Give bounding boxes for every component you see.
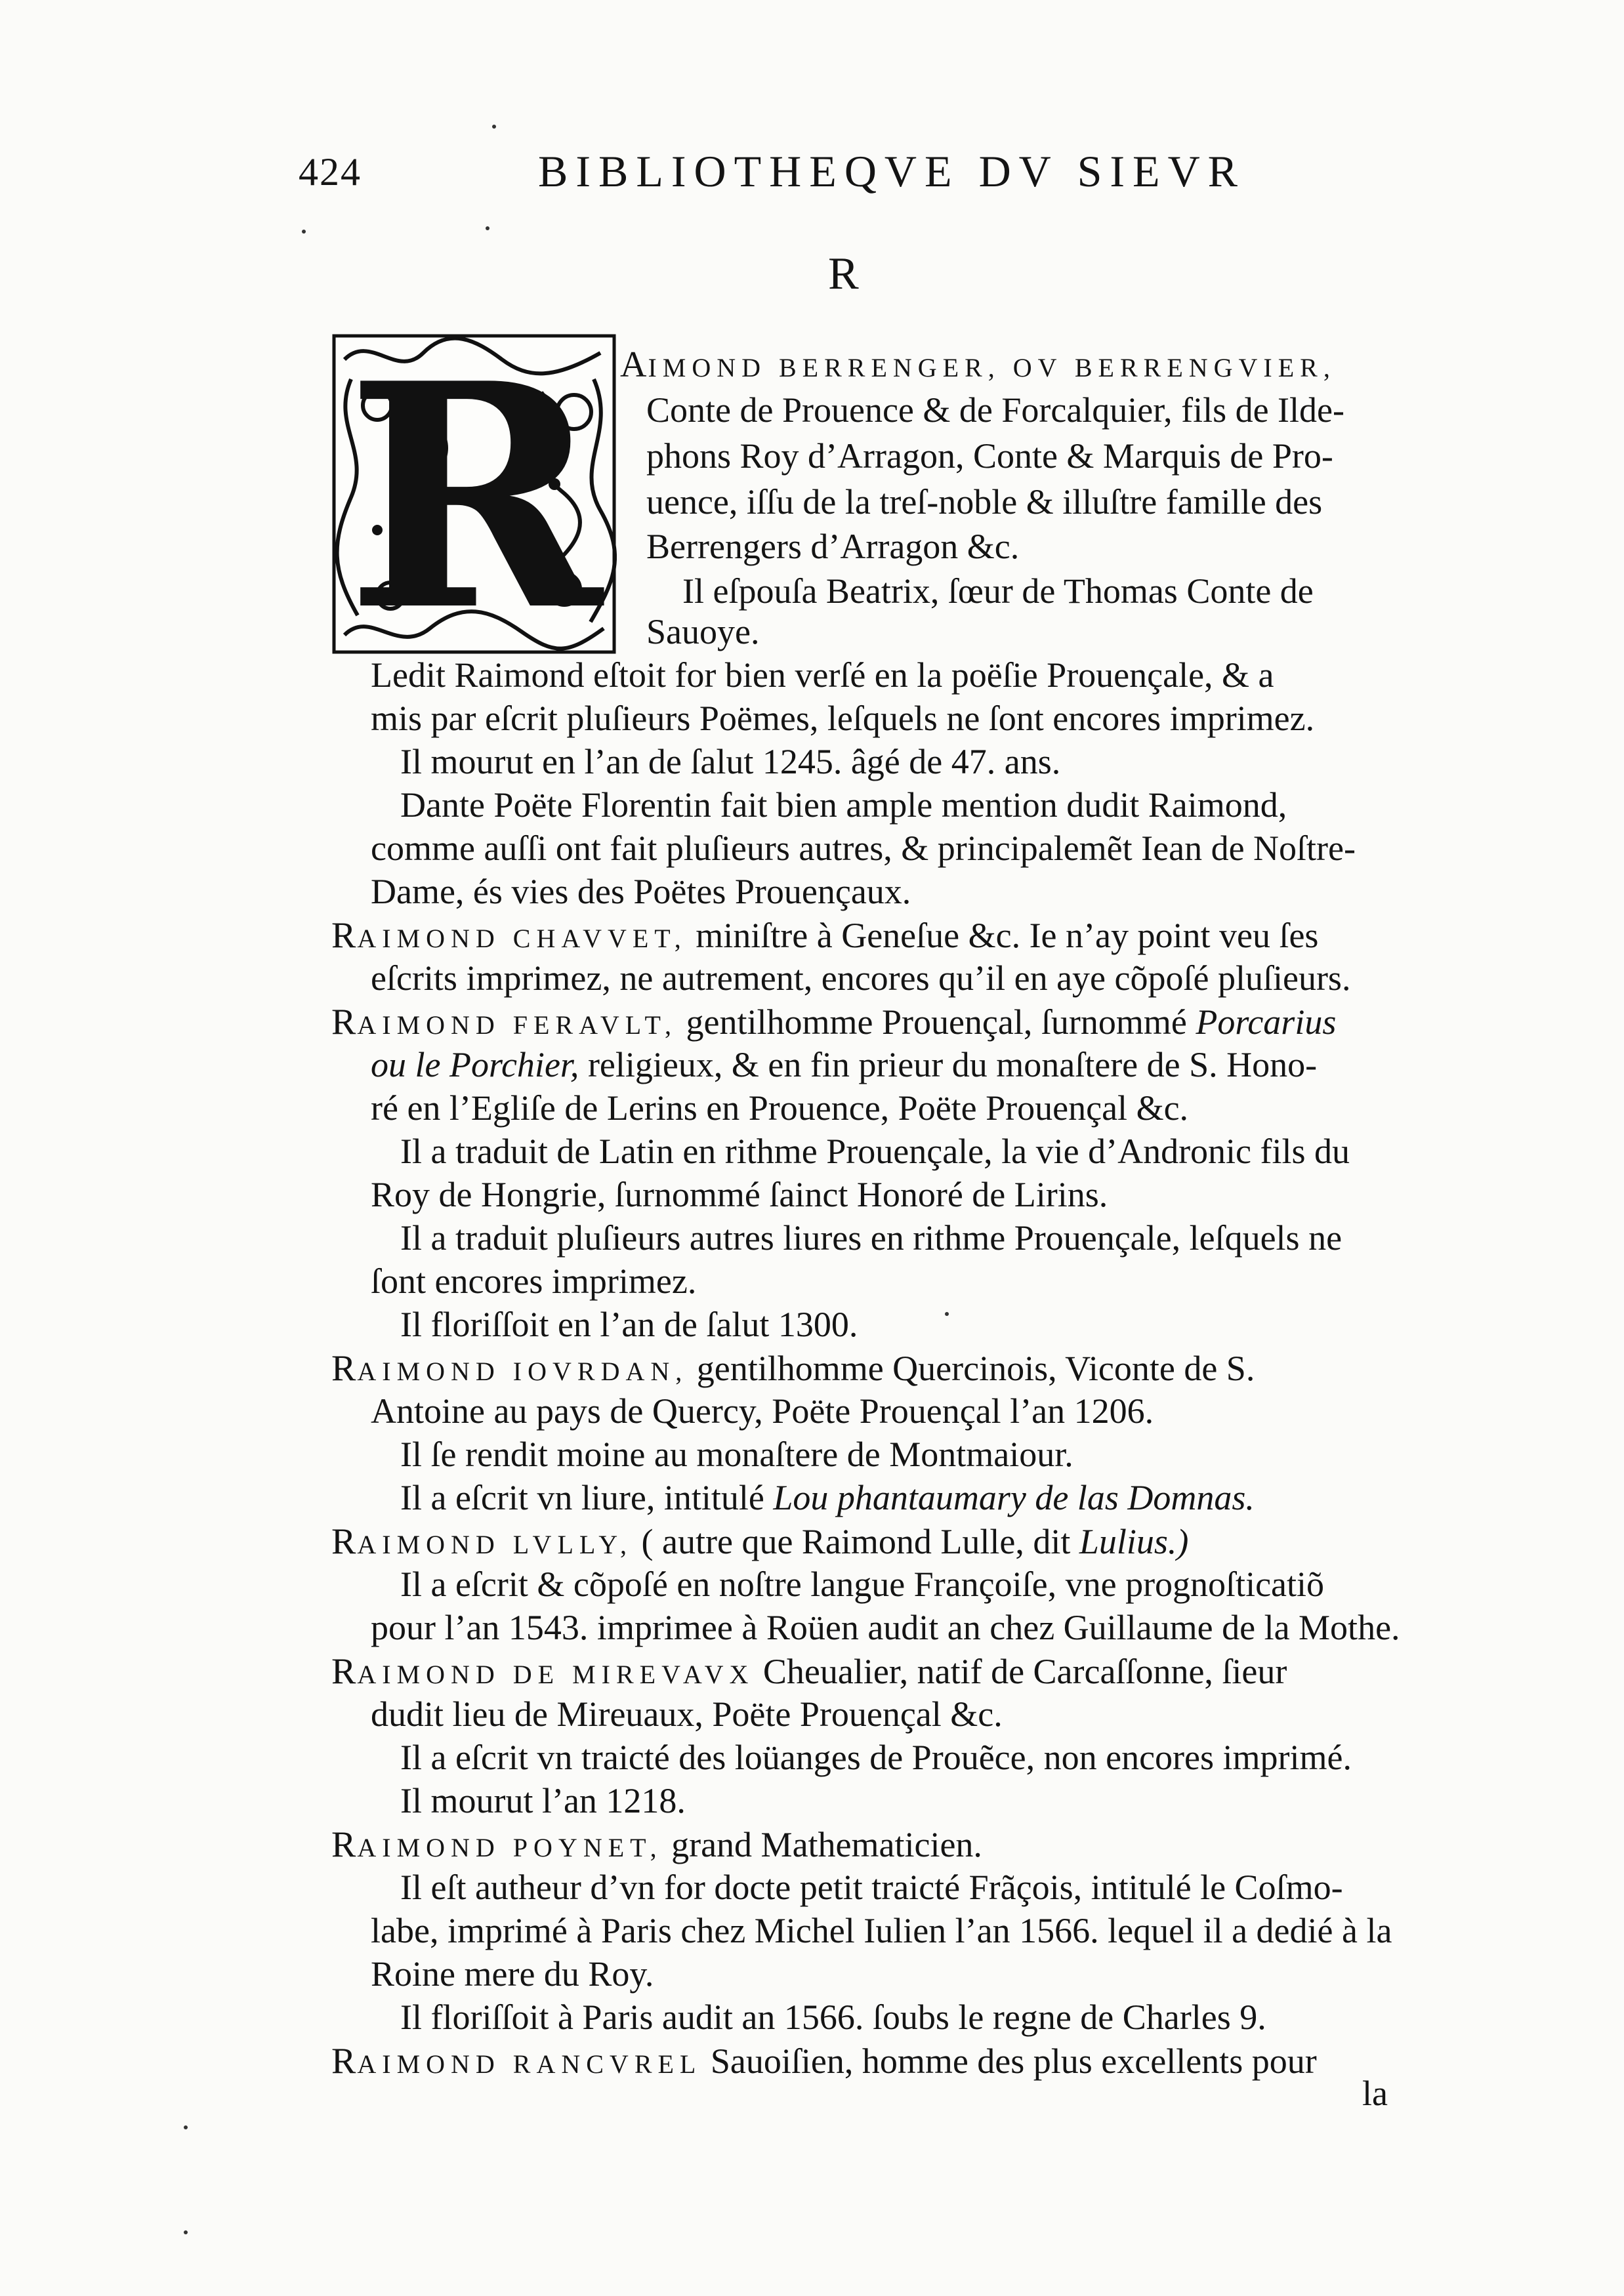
entry-heading-line: RAIMOND LVLLY, ( autre que Raimond Lulle, dit Lulius.) xyxy=(331,1521,1189,1562)
text-line: Antoine au pays de Quercy, Poëte Prouençal l’an 1206. xyxy=(371,1391,1154,1431)
ink-speck xyxy=(184,2230,188,2234)
text-line: Il eſt autheur d’vn for docte petit traicté Frãçois, intitulé le Coſmo- xyxy=(400,1868,1343,1907)
text-line: Sauoye. xyxy=(646,612,760,651)
ink-speck xyxy=(492,125,496,129)
ink-speck xyxy=(486,226,489,230)
entry-heading-line: RAIMOND CHAVVET, miniſtre à Geneſue &c. Ie n’ay point veu ſes xyxy=(331,915,1319,956)
text-line: Il ſe rendit moine au monaſtere de Montmaiour. xyxy=(400,1435,1073,1474)
ornamental-initial-icon xyxy=(331,316,617,678)
text-line: ſont encores imprimez. xyxy=(371,1261,697,1301)
text-line: phons Roy d’Arragon, Conte & Marquis de Pro- xyxy=(646,436,1333,476)
ink-speck xyxy=(302,230,306,234)
text-line: labe, imprimé à Paris chez Michel Iulien l’an 1566. lequel il a dedié à la xyxy=(371,1911,1392,1950)
initial-letter: R xyxy=(346,316,602,678)
ink-speck xyxy=(184,2125,188,2129)
entry-heading-line: RAIMOND RANCVREL Sauoiſien, homme des plus excellents pour xyxy=(331,2041,1317,2081)
page-number: 424 xyxy=(299,150,362,194)
text-line: mis par eſcrit pluſieurs Poëmes, leſquels ne ſont encores imprimez. xyxy=(371,699,1315,738)
text-line: pour l’an 1543. imprimee à Roüen audit an chez Guillaume de la Mothe. xyxy=(371,1608,1400,1647)
text-line: Il a eſcrit vn liure, intitulé Lou phantaumary de las Domnas. xyxy=(400,1478,1255,1517)
running-title: BIBLIOTHEQVE DV SIEVR xyxy=(538,146,1246,196)
entry-heading: AIMOND BERRENGER, OV BERRENGVIER, xyxy=(620,344,1336,385)
text-line: Il eſpouſa Beatrix, ſœur de Thomas Conte de xyxy=(682,571,1314,611)
text-line: Il a traduit de Latin en rithme Prouençale, la vie d’Andronic fils du xyxy=(400,1132,1350,1171)
text-line: Berrengers d’Arragon &c. xyxy=(646,527,1020,566)
text-line: ré en l’Egliſe de Lerins en Prouence, Poëte Prouençal &c. xyxy=(371,1088,1189,1128)
text-line: Roy de Hongrie, ſurnommé ſainct Honoré de Lirins. xyxy=(371,1175,1108,1214)
text-line: Il a traduit pluſieurs autres liures en rithme Prouençale, leſquels ne xyxy=(400,1218,1343,1258)
entry-heading-line: RAIMOND POYNET, grand Mathematicien. xyxy=(331,1824,982,1865)
text-line: ou le Porchier, religieux, & en fin prieur du monaſtere de S. Hono- xyxy=(371,1045,1318,1084)
text-line: comme auſſi ont fait pluſieurs autres, & principalemẽt Iean de Noſtre- xyxy=(371,829,1356,868)
text-line: Dame, és vies des Poëtes Prouençaux. xyxy=(371,872,911,911)
text-line: Il floriſſoit en l’an de ſalut 1300. xyxy=(400,1305,858,1344)
text-line: Roine mere du Roy. xyxy=(371,1954,654,1994)
ink-speck xyxy=(945,1312,949,1316)
text-line: Il a eſcrit vn traicté des loüanges de Prouẽce, non encores imprimé. xyxy=(400,1738,1352,1777)
text-line: Il mourut l’an 1218. xyxy=(400,1781,686,1820)
entry-heading-line: RAIMOND DE MIREVAVX Cheualier, natif de Carcaſſonne, ſieur xyxy=(331,1651,1287,1692)
text-line: dudit lieu de Mireuaux, Poëte Prouençal &c. xyxy=(371,1694,1003,1734)
text-line: Conte de Prouence & de Forcalquier, fils de Ilde- xyxy=(646,390,1344,430)
text-line: Ledit Raimond eſtoit for bien verſé en la poëſie Prouençale, & a xyxy=(371,655,1274,695)
text-line: Il mourut en l’an de ſalut 1245. âgé de 47. ans. xyxy=(400,742,1061,781)
text-line: eſcrits imprimez, ne autrement, encores qu’il en aye cõpoſé pluſieurs. xyxy=(371,958,1351,998)
text-line: Il floriſſoit à Paris audit an 1566. ſoubs le regne de Charles 9. xyxy=(400,1998,1266,2037)
catchword: la xyxy=(1362,2074,1388,2113)
entry-heading-line: RAIMOND FERAVLT, gentilhomme Prouençal, ſurnommé Porcarius xyxy=(331,1002,1337,1042)
text-line: uence, iſſu de la treſ-noble & illuſtre famille des xyxy=(646,482,1323,522)
text-line: Il a eſcrit & cõpoſé en noſtre langue Françoiſe, vne prognoſticatiõ xyxy=(400,1565,1325,1604)
text-line: Dante Poëte Florentin fait bien ample mention dudit Raimond, xyxy=(400,785,1287,825)
entry-heading-line: RAIMOND IOVRDAN, gentilhomme Quercinois, Viconte de S. xyxy=(331,1348,1255,1389)
section-letter: R xyxy=(828,249,859,299)
